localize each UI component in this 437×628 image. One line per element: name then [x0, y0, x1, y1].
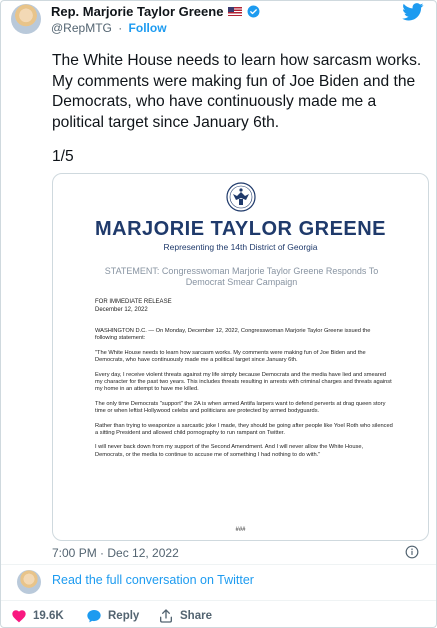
statement-image[interactable]: [52, 173, 429, 541]
thread-count: 1/5: [52, 148, 74, 165]
release-date: December 12, 2022: [95, 307, 148, 313]
release-block: [95, 298, 172, 314]
info-icon[interactable]: [405, 545, 419, 559]
house-seal-icon: [225, 182, 257, 212]
us-flag-icon: [228, 7, 242, 16]
divider: [1, 600, 436, 601]
conversation-avatar: [17, 570, 41, 594]
read-full-conversation-link[interactable]: Read the full conversation on Twitter: [52, 573, 254, 587]
author-name[interactable]: Rep. Marjorie Taylor Greene: [51, 4, 224, 19]
author-name-row: [51, 4, 260, 19]
letterhead-district: Representing the 14th District of Georgia: [163, 242, 318, 252]
share-upload-icon: [158, 608, 174, 624]
reply-label: Reply: [108, 610, 140, 622]
separator-dot: ·: [118, 21, 123, 35]
author-handle[interactable]: @RepMTG: [51, 21, 112, 35]
twitter-bird-icon[interactable]: [402, 3, 424, 21]
like-button[interactable]: [11, 608, 64, 624]
statement-paragraph: "The White House needs to learn how sarcasm works. My comments were making fun of Joe Biden and the Democrats, who have continuously made me a political target since January 6th.: [95, 349, 366, 364]
share-button[interactable]: [158, 608, 212, 624]
statement-paragraph: Rather than trying to weaponize a sarcastic joke I made, they should be going after people like Yoel Roth who silenced a sitting President and allowed child pornography to run rampant on Twitter.: [95, 422, 393, 437]
author-handle-row: [51, 21, 167, 35]
divider: [1, 564, 436, 565]
tweet-timestamp[interactable]: 7:00 PM · Dec 12, 2022: [52, 546, 179, 560]
statement-paragraph: The only time Democrats "support" the 2A is when armed Antifa larpers want to defend perverts at drag queen story time or when leftist Hollywood celebs and politicians are protected by armed bodyguards.: [95, 400, 386, 415]
tweet-text: The White House needs to learn how sarcasm works. My comments were making fun of Joe Biden and the Democrats, who have continuously made me a political target since January 6th.: [52, 52, 422, 131]
statement-paragraph: Every day, I receive violent threats against my life simply because Democrats and the media have lied and smeared my character for the past two years. This includes threats resulting in arrests with criminal charges and threats against my home in an attempt to have me killed.: [95, 371, 392, 393]
share-label: Share: [180, 610, 212, 622]
tweet-header: [1, 1, 436, 45]
author-avatar[interactable]: [11, 4, 41, 34]
statement-paragraph: I will never back down from my support of the Second Amendment. And I will never allow the White House, Democrats, or the media to continue to accuse me of something I had nothing to do with.": [95, 444, 364, 458]
like-count: 19.6K: [33, 610, 64, 622]
reply-bubble-icon: [86, 608, 102, 624]
statement-title: STATEMENT: Congresswoman Marjorie Taylor Greene Responds To Democrat Smear Campaign: [104, 266, 379, 287]
reply-button[interactable]: [86, 608, 139, 624]
letterhead-name-last: GREENE: [298, 218, 387, 240]
release-label: FOR IMMEDIATE RELEASE: [95, 299, 172, 305]
statement-body: [95, 328, 393, 466]
statement-paragraph: WASHINGTON D.C. — On Monday, December 12, 2022, Congresswoman Marjorie Taylor Greene issued the following statement:: [95, 328, 371, 342]
verified-badge-icon: [247, 5, 260, 18]
letterhead-name-first: MARJORIE TAYLOR: [94, 218, 293, 240]
statement-end-mark: ###: [235, 527, 246, 533]
tweet-actions: [1, 608, 436, 626]
follow-button[interactable]: Follow: [128, 21, 167, 35]
letterhead-name: [53, 218, 428, 241]
heart-icon: [11, 608, 27, 624]
